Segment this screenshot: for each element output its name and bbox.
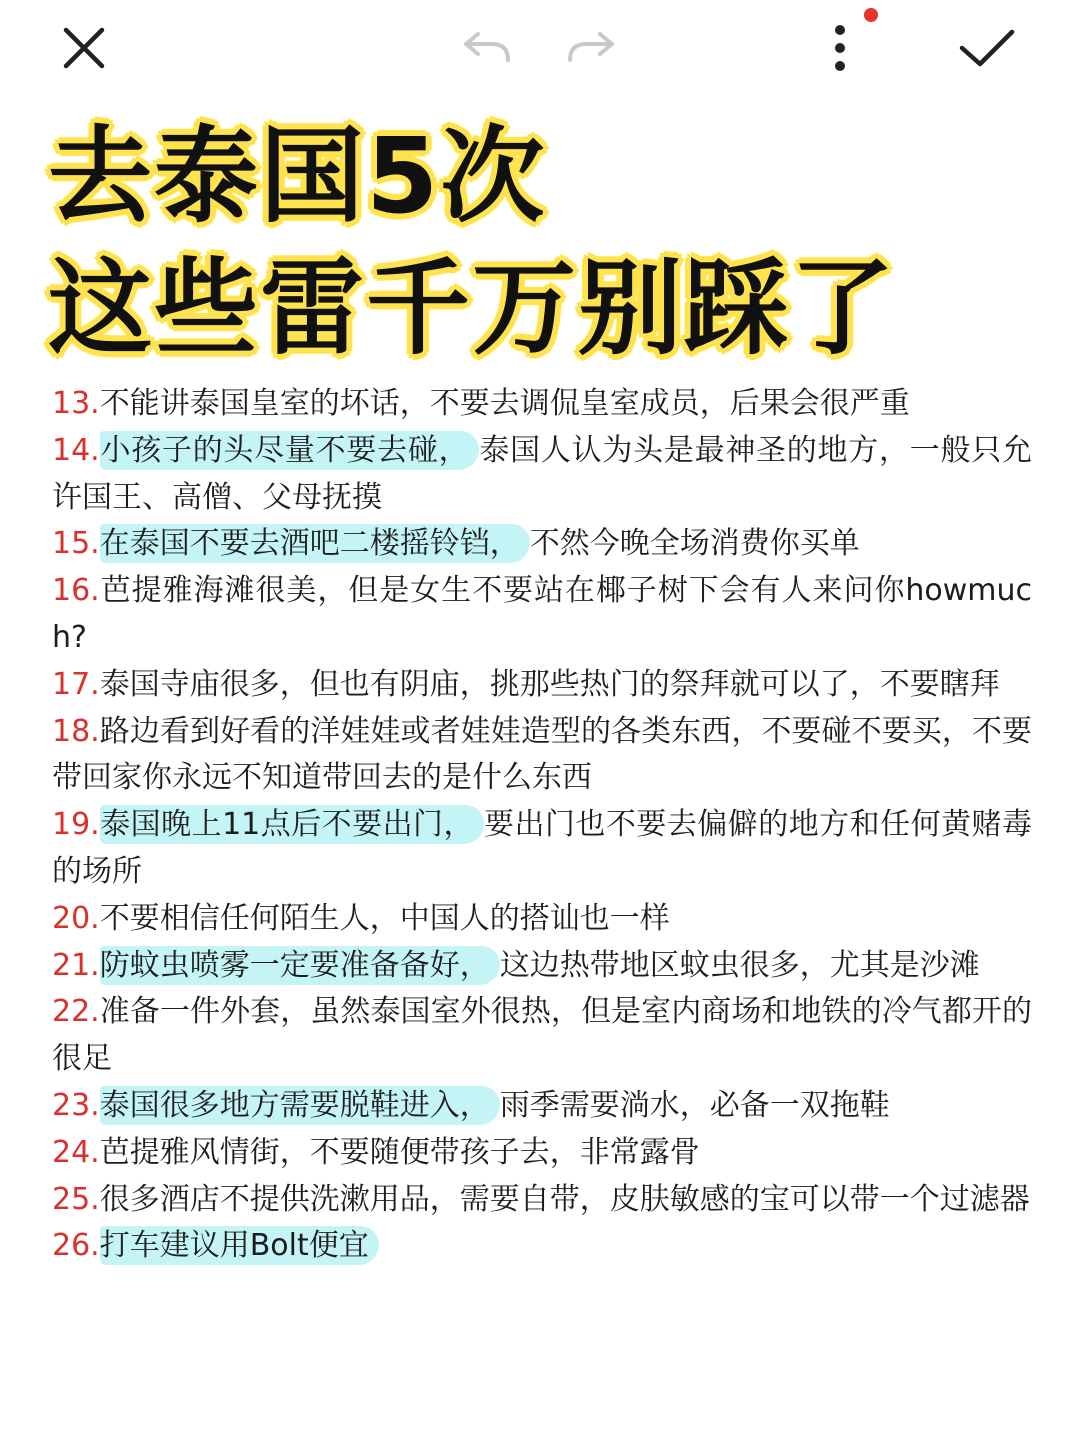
tip-item	[52, 1083, 1032, 1130]
tip-text: 芭提雅海滩很美，但是女生不要站在椰子树下会有人来问你howmuch?	[52, 573, 1032, 655]
more-vertical-icon	[820, 8, 884, 80]
tip-highlight: 泰国晚上11点后不要出门，	[100, 805, 484, 844]
tip-highlight: 小孩子的头尽量不要去碰，	[100, 431, 480, 470]
tip-number: 25.	[52, 1181, 100, 1217]
tip-text: 路边看到好看的洋娃娃或者娃娃造型的各类东西，不要碰不要买，不要带回家你永远不知道带回去的是什么东西	[52, 713, 1032, 796]
tip-text: 准备一件外套，虽然泰国室外很热，但是室内商场和地铁的冷气都开的很足	[52, 994, 1032, 1077]
title-line-2: 这些雷千万别踩了	[48, 247, 897, 369]
more-options-button[interactable]	[820, 8, 884, 80]
tip-text: 芭提雅风情街，不要随便带孩子去，非常露骨	[99, 1134, 700, 1170]
notification-dot	[864, 8, 878, 22]
tip-number: 15.	[52, 526, 100, 562]
tip-number: 13.	[52, 386, 100, 421]
tip-text: 雨季需要淌水，必备一双拖鞋	[499, 1087, 890, 1123]
tip-item	[52, 1177, 1032, 1224]
tip-item	[52, 709, 1032, 803]
page-title	[48, 110, 1048, 374]
tip-text: 这边热带地区蚊虫很多，尤其是沙滩	[499, 947, 980, 983]
tip-text: 要出门也不要去偏僻的地方和任何黄赌毒的场所	[52, 807, 1032, 889]
undo-button[interactable]	[448, 20, 518, 76]
undo-icon	[448, 20, 518, 76]
check-icon	[952, 20, 1022, 76]
tip-number: 19.	[52, 807, 100, 843]
tip-number: 20.	[52, 900, 100, 936]
tip-number: 16.	[52, 573, 100, 609]
tip-number: 18.	[52, 713, 100, 749]
tip-text: 不要相信任何陌生人，中国人的搭讪也一样	[99, 900, 670, 936]
tip-item	[52, 428, 1032, 522]
close-icon	[56, 20, 112, 76]
tip-item	[52, 381, 1032, 428]
tip-number: 17.	[52, 666, 100, 702]
tip-highlight: 打车建议用Bolt便宜	[100, 1226, 379, 1265]
tip-number: 23.	[52, 1087, 100, 1123]
redo-button[interactable]	[560, 20, 630, 76]
tip-highlight: 防蚊虫喷雾一定要准备备好，	[100, 946, 500, 985]
tip-text: 泰国寺庙很多，但也有阴庙，挑那些热门的祭拜就可以了，不要瞎拜	[99, 666, 1000, 702]
tip-item	[52, 989, 1032, 1083]
tip-highlight: 在泰国不要去酒吧二楼摇铃铛，	[100, 524, 530, 563]
tip-text: 很多酒店不提供洗漱用品，需要自带，皮肤敏感的宝可以带一个过滤器	[99, 1181, 1030, 1217]
tip-text: 不能讲泰国皇室的坏话，不要去调侃皇室成员，后果会很严重	[99, 386, 910, 421]
tip-item	[52, 896, 1032, 943]
tip-number: 14.	[52, 432, 100, 468]
close-button[interactable]	[56, 20, 112, 76]
title-line-1: 去泰国5次	[48, 115, 547, 237]
tip-item	[52, 1130, 1032, 1177]
tip-item	[52, 802, 1032, 896]
tip-text: 泰国人认为头是最神圣的地方，一般只允许国王、高僧、父母抚摸	[52, 432, 1033, 515]
tip-text: 不然今晚全场消费你买单	[529, 526, 860, 562]
editor-toolbar	[0, 0, 1080, 100]
tip-item	[52, 568, 1032, 662]
tip-number: 22.	[52, 994, 100, 1030]
tip-number: 21.	[52, 947, 100, 983]
tip-highlight: 泰国很多地方需要脱鞋进入，	[100, 1086, 500, 1125]
tip-number: 24.	[52, 1134, 100, 1170]
tip-item	[52, 662, 1032, 709]
done-button[interactable]	[952, 20, 1022, 76]
tip-number: 26.	[52, 1228, 100, 1264]
tip-item	[52, 943, 1032, 990]
tip-item	[52, 1223, 1032, 1270]
tips-list	[52, 381, 1032, 1270]
redo-icon	[560, 20, 630, 76]
tip-item	[52, 521, 1032, 568]
